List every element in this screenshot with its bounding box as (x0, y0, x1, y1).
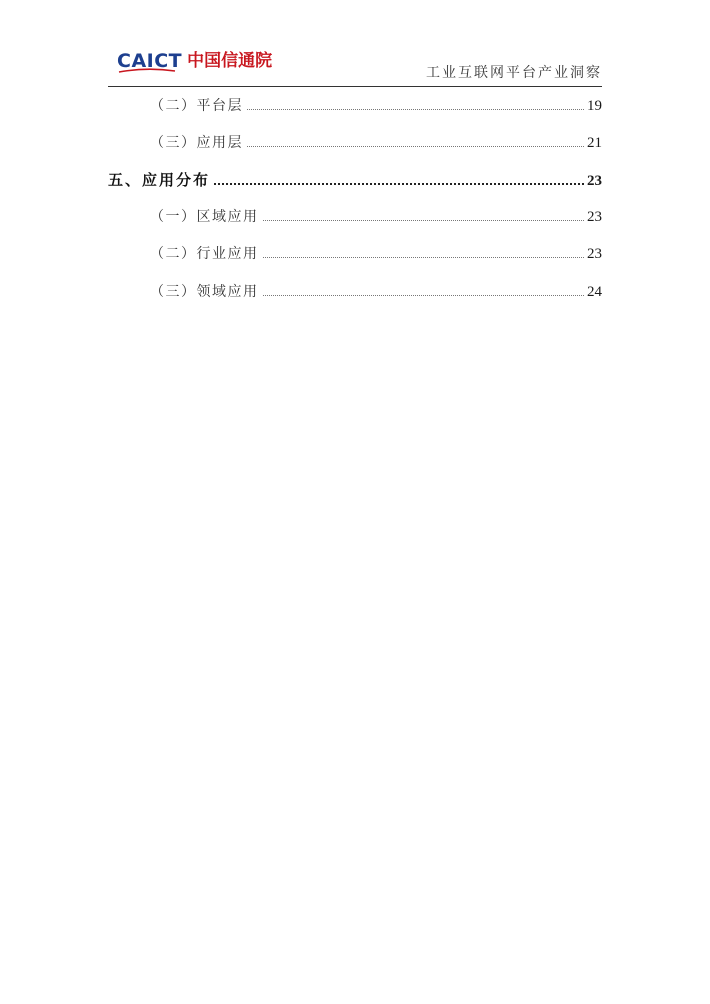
toc-entry-platform-layer[interactable] (150, 95, 602, 117)
toc-leader-dots (263, 281, 585, 296)
header-divider (108, 86, 602, 87)
document-title: 工业互联网平台产业洞察 (426, 65, 602, 81)
toc-entry-label: （三）应用层 (150, 135, 243, 151)
toc-entry-industry-application[interactable] (150, 243, 602, 265)
toc-leader-dots (263, 243, 585, 258)
toc-entry-application-layer[interactable] (150, 132, 602, 154)
toc-entry-label: 五、应用分布 (108, 171, 211, 189)
logo-cn-text: 中国信通院 (187, 51, 273, 71)
toc-entry-page: 23 (587, 173, 602, 189)
toc-leader-dots (214, 169, 584, 185)
logo-en-text: CAICT (117, 50, 183, 72)
caict-logo (117, 49, 272, 73)
toc-entry-domain-application[interactable] (150, 281, 602, 303)
toc-entry-application-distribution[interactable] (108, 169, 602, 191)
toc-leader-dots (247, 132, 584, 147)
toc-entry-label: （三）领域应用 (150, 284, 259, 300)
toc-entry-page: 21 (587, 135, 602, 151)
toc-leader-dots (263, 206, 585, 221)
toc-leader-dots (247, 95, 584, 110)
toc-entry-regional-application[interactable] (150, 206, 602, 228)
page-header (0, 0, 710, 90)
toc-entry-page: 23 (587, 209, 602, 225)
toc-entry-page: 19 (587, 98, 602, 114)
toc-entry-label: （二）行业应用 (150, 246, 259, 262)
logo-swoosh-icon (117, 68, 177, 74)
toc-entry-label: （二）平台层 (150, 98, 243, 114)
toc-entry-label: （一）区域应用 (150, 209, 259, 225)
toc-entry-page: 23 (587, 246, 602, 262)
toc-entry-page: 24 (587, 284, 602, 300)
